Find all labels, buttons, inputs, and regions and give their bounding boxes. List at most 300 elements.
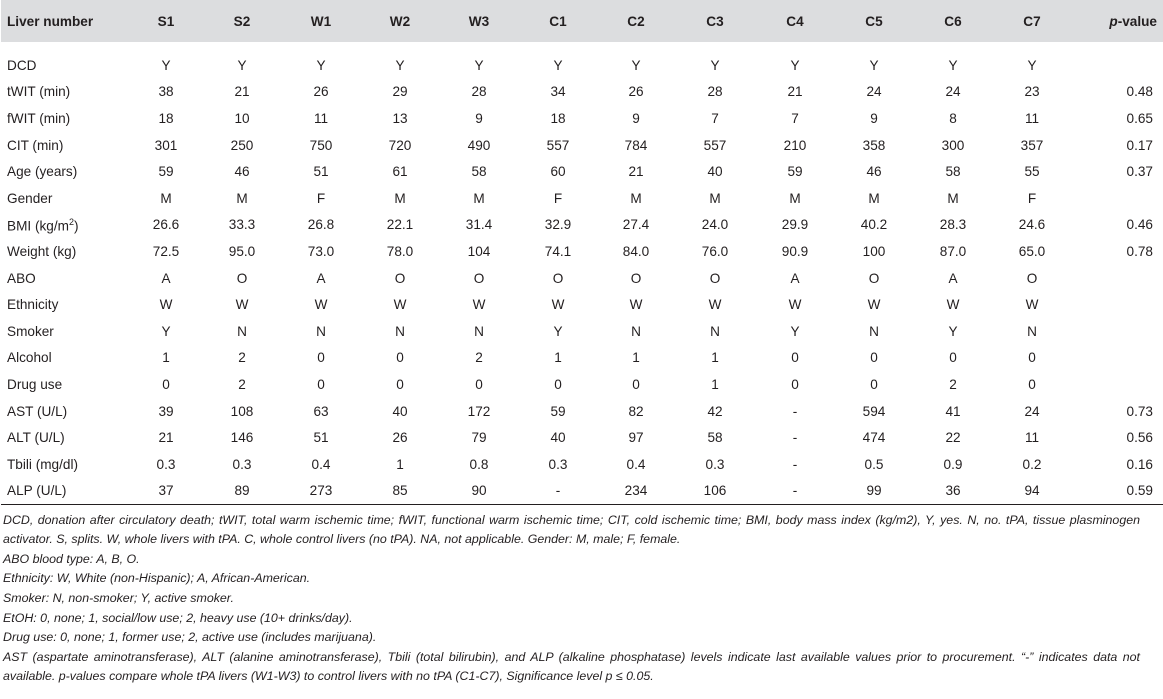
table-cell-c3: N: [710, 323, 720, 339]
table-cell-s2: 89: [203, 478, 281, 505]
table-cell-w2: 78.0: [386, 243, 414, 259]
table-cell-w3: M: [473, 190, 485, 206]
table-cell-c1: Y: [553, 57, 563, 73]
table-cell-p-value: [1071, 185, 1163, 212]
table-cell-c6: 87.0: [939, 243, 967, 259]
table-cell-w2: 720: [388, 137, 412, 153]
table-cell-c7: 65.0: [1018, 243, 1046, 259]
footnote: EtOH: 0, none; 1, social/low use; 2, heavy use (10+ drinks/day).: [3, 610, 353, 625]
table-cell-c5: W: [867, 297, 881, 313]
row-label-text: BMI (kg/m: [7, 218, 69, 234]
table-cell-w3: 28: [471, 84, 487, 100]
table-cell-w3: 490: [467, 137, 491, 153]
table-row: [1, 424, 1163, 451]
table-row: [1, 212, 1163, 239]
table-cell-w1: 11: [313, 110, 329, 126]
table-cell-w1: 73.0: [307, 243, 335, 259]
table-cell-w3: 172: [467, 403, 491, 419]
table-cell-c6: 36: [913, 478, 993, 505]
table-cell-c4: 0: [791, 376, 799, 392]
table-cell-c4: 0: [791, 350, 799, 366]
column-header-s1: S1: [157, 13, 175, 29]
row-label: [1, 212, 129, 239]
table-row: [1, 52, 1163, 79]
table-cell-w1: 0.4: [311, 456, 331, 472]
row-label-text: tWIT (min): [7, 84, 71, 100]
table-cell-w2: O: [394, 270, 406, 286]
footnote: ABO blood type: A, B, O.: [3, 551, 140, 566]
table-cell-c7: F: [1027, 190, 1037, 206]
table-cell-c5: 99: [835, 478, 913, 505]
table-cell-c7: 94: [993, 478, 1071, 505]
row-label: [1, 371, 129, 398]
table-cell-c7: O: [1026, 270, 1038, 286]
table-cell-c1: F: [553, 190, 563, 206]
table-cell-s1: Y: [161, 323, 171, 339]
column-header-w3: W3: [468, 13, 490, 29]
table-cell-s2: 0.3: [232, 456, 252, 472]
table-cell-c7: 11: [1024, 110, 1040, 126]
table-row: [1, 371, 1163, 398]
table-cell-p-value: 0.16: [1126, 456, 1153, 472]
table-cell-c5: M: [868, 190, 880, 206]
table-cell-c1: 34: [550, 84, 566, 100]
table-cell-c7: 24: [1024, 403, 1040, 419]
column-header-w2: W2: [389, 13, 411, 29]
table-cell-c5: Y: [869, 57, 879, 73]
column-header-c5: C5: [865, 13, 883, 29]
table-cell-s1: Y: [161, 57, 171, 73]
table-cell-c6: 8: [949, 110, 957, 126]
table-cell-w3: 0: [475, 376, 483, 392]
table-cell-c1: 0: [554, 376, 562, 392]
table-cell-c4: A: [790, 270, 800, 286]
table-cell-c3: 58: [707, 430, 723, 446]
table-cell-c3: 24.0: [701, 217, 729, 233]
table-cell-c5: 474: [862, 430, 886, 446]
table-cell-c2: 234: [597, 478, 675, 505]
row-label: [1, 451, 129, 478]
table-cell-p-value: [1071, 265, 1163, 292]
table-cell-c4: -: [755, 478, 835, 505]
table-row: [1, 105, 1163, 132]
table-cell-c5: 0: [870, 350, 878, 366]
table-cell-c5: 594: [862, 403, 886, 419]
table-cell-c1: 1: [554, 350, 562, 366]
table-cell-s2: O: [236, 270, 248, 286]
row-label: [1, 345, 129, 372]
table-cell-c6: M: [947, 190, 959, 206]
table-cell-p-value: [1071, 318, 1163, 345]
table-cell-w1: N: [316, 323, 326, 339]
table-cell-c1: 60: [550, 164, 566, 180]
table-cell-s2: 95.0: [228, 243, 256, 259]
footnote: Ethnicity: W, White (non-Hispanic); A, African-American.: [3, 571, 311, 586]
table-cell-s2: 250: [230, 137, 254, 153]
table-cell-s1: 72.5: [152, 243, 180, 259]
table-cell-c3: W: [708, 297, 722, 313]
table-cell-w3: 104: [467, 243, 491, 259]
row-label: [1, 424, 129, 451]
table-cell-p-value: 0.59: [1071, 478, 1163, 505]
footnote: Drug use: 0, none; 1, former use; 2, active use (includes marijuana).: [3, 630, 377, 645]
p-suffix: -value: [1117, 13, 1157, 29]
table-cell-c7: 0: [1028, 376, 1036, 392]
footnote: DCD, donation after circulatory death; tWIT, total warm ischemic time; fWIT, functional warm ischemic time; CIT, cold ischemic time; BMI, body mass index (kg/m2), Y, yes. N, no. tPA, tissue plasminogen activator. S, splits. W, whole livers with tPA. C, whole control livers (no tPA). NA, not applicable. Gender: M, male; F, female.: [3, 512, 1140, 547]
table-cell-c5: 358: [862, 137, 886, 153]
row-label-text: ALT (U/L): [7, 430, 65, 446]
table-cell-c5: O: [868, 270, 880, 286]
table-cell-p-value: 0.46: [1126, 217, 1153, 233]
table-cell-c4: M: [789, 190, 801, 206]
table-cell-c6: Y: [948, 323, 958, 339]
table-row: [1, 238, 1163, 265]
table-cell-c1: W: [551, 297, 565, 313]
row-label: [1, 132, 129, 159]
table-cell-c1: -: [519, 478, 597, 505]
row-label: [1, 398, 129, 425]
row-label: [1, 52, 129, 79]
column-header-c2: C2: [627, 13, 645, 29]
table-cell-p-value: 0.17: [1126, 137, 1153, 153]
table-row: [1, 79, 1163, 106]
table-cell-w3: 79: [471, 430, 487, 446]
table-cell-c4: 90.9: [781, 243, 809, 259]
table-cell-w2: M: [394, 190, 406, 206]
table-cell-w3: 9: [475, 110, 483, 126]
table-cell-w1: 51: [313, 430, 329, 446]
table-cell-p-value: 0.65: [1126, 110, 1153, 126]
table-cell-c6: 22: [945, 430, 961, 446]
table-cell-c2: M: [630, 190, 642, 206]
table-row: [1, 132, 1163, 159]
row-label: [1, 318, 129, 345]
row-label-text: fWIT (min): [7, 110, 71, 126]
table-cell-c1: Y: [553, 323, 563, 339]
table-cell-c7: 11: [1024, 430, 1040, 446]
table-cell-c3: 0.3: [705, 456, 725, 472]
table-cell-c3: 40: [707, 164, 723, 180]
column-header-c6: C6: [944, 13, 962, 29]
table-cell-w3: W: [472, 297, 486, 313]
table-cell-c5: 0.5: [864, 456, 884, 472]
row-label: [1, 291, 129, 318]
table-cell-c2: 1: [632, 350, 640, 366]
table-cell-c6: 28.3: [939, 217, 967, 233]
table-cell-s1: A: [161, 270, 171, 286]
table-cell-w2: N: [395, 323, 405, 339]
table-cell-c3: 7: [711, 110, 719, 126]
table-cell-s1: 26.6: [152, 217, 180, 233]
table-cell-w1: 26.8: [307, 217, 335, 233]
table-cell-c7: 55: [1024, 164, 1040, 180]
table-cell-c2: 27.4: [622, 217, 650, 233]
table-cell-w2: Y: [395, 57, 405, 73]
table-footnotes: [0, 511, 1144, 687]
table-cell-c7: 0: [1028, 350, 1036, 366]
row-label-text: ALP (U/L): [7, 483, 67, 499]
column-header-p-value: [1071, 0, 1163, 42]
table-cell-c1: 59: [550, 403, 566, 419]
header-row-label: Liver number: [7, 13, 94, 29]
table-cell-c4: Y: [790, 323, 800, 339]
table-cell-c5: 46: [866, 164, 882, 180]
table-cell-s1: 59: [158, 164, 174, 180]
table-cell-c3: 1: [711, 376, 719, 392]
table-cell-c6: 41: [945, 403, 961, 419]
p-italic: p: [1109, 13, 1118, 29]
table-cell-s2: 10: [234, 110, 250, 126]
table-cell-s2: N: [237, 323, 247, 339]
table-cell-c6: 2: [949, 376, 957, 392]
table-cell-c3: 76.0: [701, 243, 729, 259]
table-cell-c2: 9: [632, 110, 640, 126]
table-cell-w2: W: [393, 297, 407, 313]
table-row: [1, 345, 1163, 372]
table-cell-w2: 85: [361, 478, 439, 505]
table-cell-c1: 74.1: [544, 243, 572, 259]
table-cell-s1: 38: [158, 84, 174, 100]
table-cell-s2: M: [236, 190, 248, 206]
row-label: [1, 185, 129, 212]
table-cell-s2: 2: [238, 376, 246, 392]
table-cell-p-value: 0.48: [1126, 84, 1153, 100]
table-cell-c1: 557: [546, 137, 570, 153]
table-cell-c7: W: [1025, 297, 1039, 313]
table-cell-c7: Y: [1027, 57, 1037, 73]
table-cell-p-value: [1071, 371, 1163, 398]
table-cell-p-value: 0.37: [1126, 164, 1153, 180]
column-header-w1: W1: [310, 13, 332, 29]
table-body: [1, 42, 1163, 504]
table-cell-w3: 90: [439, 478, 519, 505]
table-cell-c6: W: [946, 297, 960, 313]
table-cell-c3: 106: [675, 478, 755, 505]
column-header-c3: C3: [706, 13, 724, 29]
table-cell-p-value: [1071, 345, 1163, 372]
table-cell-w2: 0: [396, 350, 404, 366]
table-cell-c3: O: [709, 270, 721, 286]
table-cell-w1: Y: [316, 57, 326, 73]
table-cell-c5: 40.2: [860, 217, 888, 233]
table-cell-s2: 46: [234, 164, 250, 180]
row-label-text: AST (U/L): [7, 403, 68, 419]
table-row: [1, 265, 1163, 292]
table-cell-c1: 32.9: [544, 217, 572, 233]
table-cell-w2: 1: [396, 456, 404, 472]
row-label-text: Smoker: [7, 323, 54, 339]
table-cell-c6: 300: [941, 137, 965, 153]
row-label: [1, 158, 129, 185]
table-cell-s1: W: [159, 297, 173, 313]
table-cell-s2: Y: [237, 57, 247, 73]
table-cell-w1: 0: [317, 376, 325, 392]
table-cell-w3: 0.8: [469, 456, 489, 472]
table-cell-c4: -: [792, 456, 798, 472]
table-cell-c5: 100: [862, 243, 886, 259]
table-row: [1, 478, 1163, 505]
table-cell-s1: 18: [158, 110, 174, 126]
table-cell-c3: 557: [703, 137, 727, 153]
table-cell-c3: 42: [707, 403, 723, 419]
table-row: [1, 185, 1163, 212]
table-cell-c2: O: [630, 270, 642, 286]
row-label-text: Age (years): [7, 164, 78, 180]
table-cell-p-value: 0.73: [1126, 403, 1153, 419]
table-cell-c4: 59: [787, 164, 803, 180]
table-cell-c3: 1: [711, 350, 719, 366]
table-cell-s2: 108: [230, 403, 254, 419]
row-label: [1, 478, 129, 505]
table-cell-s1: 1: [162, 350, 170, 366]
table-cell-c3: Y: [710, 57, 720, 73]
table-cell-c4: -: [792, 403, 798, 419]
footnote: AST (aspartate aminotransferase), ALT (alanine aminotransferase), Tbili (total bilirubin), and ALP (alkaline phosphatase) levels indicate last available values prior to procurement. “-” indicates data not available. p-values compare whole tPA livers (W1-W3) to control livers with no tPA (C1-C7), Significance level p ≤ 0.05.: [3, 649, 1140, 684]
row-label-text: Tbili (mg/dl): [7, 456, 78, 472]
table-cell-c5: 24: [866, 84, 882, 100]
table-cell-c2: 0: [632, 376, 640, 392]
table-cell-p-value: 0.56: [1126, 430, 1153, 446]
table-cell-c2: 26: [628, 84, 644, 100]
table-cell-c7: 23: [1024, 84, 1040, 100]
table-cell-c1: 0.3: [548, 456, 568, 472]
column-header-c1: C1: [549, 13, 567, 29]
column-header-c4: C4: [786, 13, 804, 29]
table-cell-c3: 28: [707, 84, 723, 100]
table-cell-w2: 0: [396, 376, 404, 392]
row-label-text: Alcohol: [7, 350, 52, 366]
table-cell-c5: 9: [870, 110, 878, 126]
table-cell-c6: 0: [949, 350, 957, 366]
table-cell-c1: 18: [550, 110, 566, 126]
table-cell-s2: W: [235, 297, 249, 313]
table-cell-w3: 2: [475, 350, 483, 366]
row-label: [1, 105, 129, 132]
table-cell-w1: F: [316, 190, 326, 206]
table-cell-s1: 301: [154, 137, 178, 153]
table-row: [1, 398, 1163, 425]
table-cell-s2: 21: [234, 84, 250, 100]
table-cell-w3: O: [473, 270, 485, 286]
column-header-c7: C7: [1023, 13, 1041, 29]
column-header-s2: S2: [233, 13, 251, 29]
table-cell-c2: 84.0: [622, 243, 650, 259]
table-cell-s1: 0: [162, 376, 170, 392]
header-spacer: [1, 42, 1163, 52]
table-cell-s2: 33.3: [228, 217, 256, 233]
row-label-superscript: 2: [68, 216, 74, 227]
footnote: Smoker: N, non-smoker; Y, active smoker.: [3, 590, 234, 605]
table-cell-c4: Y: [790, 57, 800, 73]
table-cell-c6: 58: [945, 164, 961, 180]
table-cell-w2: 40: [392, 403, 408, 419]
table-cell-w3: 31.4: [465, 217, 493, 233]
table-cell-w3: N: [474, 323, 484, 339]
table-cell-s1: 0.3: [156, 456, 176, 472]
table-cell-c4: W: [788, 297, 802, 313]
table-cell-s1: 37: [129, 478, 203, 505]
table-cell-s1: 21: [158, 430, 174, 446]
row-label-text: ABO: [7, 270, 36, 286]
row-label: [1, 79, 129, 106]
table-cell-c4: 7: [791, 110, 799, 126]
table-cell-s1: M: [160, 190, 172, 206]
table-cell-c2: 0.4: [626, 456, 646, 472]
table-cell-c7: N: [1027, 323, 1037, 339]
table-cell-s1: 39: [158, 403, 174, 419]
row-label: [1, 265, 129, 292]
row-label-end: ): [73, 218, 79, 234]
table-cell-w1: 0: [317, 350, 325, 366]
table-cell-c6: 24: [945, 84, 961, 100]
table-cell-c2: 97: [628, 430, 644, 446]
table-cell-w3: 58: [471, 164, 487, 180]
table-cell-c2: Y: [631, 57, 641, 73]
table-cell-c4: 29.9: [781, 217, 809, 233]
row-label-text: Ethnicity: [7, 297, 59, 313]
table-cell-c5: N: [869, 323, 879, 339]
table-cell-s2: 146: [230, 430, 254, 446]
row-label: [1, 238, 129, 265]
row-label-text: Gender: [7, 190, 53, 206]
table-cell-c4: 210: [783, 137, 807, 153]
table-cell-w1: W: [314, 297, 328, 313]
row-label-text: Drug use: [7, 376, 63, 392]
table-cell-w2: 13: [392, 110, 408, 126]
table-cell-c4: 21: [787, 84, 803, 100]
donor-characteristics-table: [1, 0, 1163, 505]
table-cell-c7: 0.2: [1022, 456, 1042, 472]
table-cell-c2: 784: [624, 137, 648, 153]
table-row: [1, 158, 1163, 185]
table-row: [1, 291, 1163, 318]
table-cell-c1: O: [552, 270, 564, 286]
table-cell-c6: A: [948, 270, 958, 286]
row-label-text: DCD: [7, 57, 37, 73]
table-cell-c6: 0.9: [943, 456, 963, 472]
table-cell-c2: W: [629, 297, 643, 313]
table-cell-w2: 22.1: [386, 217, 414, 233]
table-cell-w1: 26: [313, 84, 329, 100]
table-cell-c2: 21: [628, 164, 644, 180]
table-cell-c7: 24.6: [1018, 217, 1046, 233]
table-cell-w1: 63: [313, 403, 329, 419]
row-label-text: Weight (kg): [7, 243, 77, 259]
table-row: [1, 451, 1163, 478]
header-row: [1, 0, 1163, 42]
table-cell-c5: 0: [870, 376, 878, 392]
table-cell-c3: M: [709, 190, 721, 206]
table-cell-c6: Y: [948, 57, 958, 73]
table-cell-c2: 82: [628, 403, 644, 419]
table-cell-c2: N: [631, 323, 641, 339]
row-label-text: CIT (min): [7, 137, 64, 153]
table-cell-w1: 273: [281, 478, 361, 505]
table-cell-c1: 40: [550, 430, 566, 446]
table-cell-w1: 750: [309, 137, 333, 153]
table-cell-p-value: 0.78: [1126, 243, 1153, 259]
table-cell-w2: 61: [392, 164, 408, 180]
table-cell-p-value: [1071, 291, 1163, 318]
table-cell-p-value: [1071, 52, 1163, 79]
table-cell-w2: 26: [392, 430, 408, 446]
table-cell-w2: 29: [392, 84, 408, 100]
table-cell-c7: 357: [1020, 137, 1044, 153]
table-cell-c4: -: [792, 430, 798, 446]
table-cell-w1: A: [316, 270, 326, 286]
table-cell-w3: Y: [474, 57, 484, 73]
table-cell-s2: 2: [238, 350, 246, 366]
